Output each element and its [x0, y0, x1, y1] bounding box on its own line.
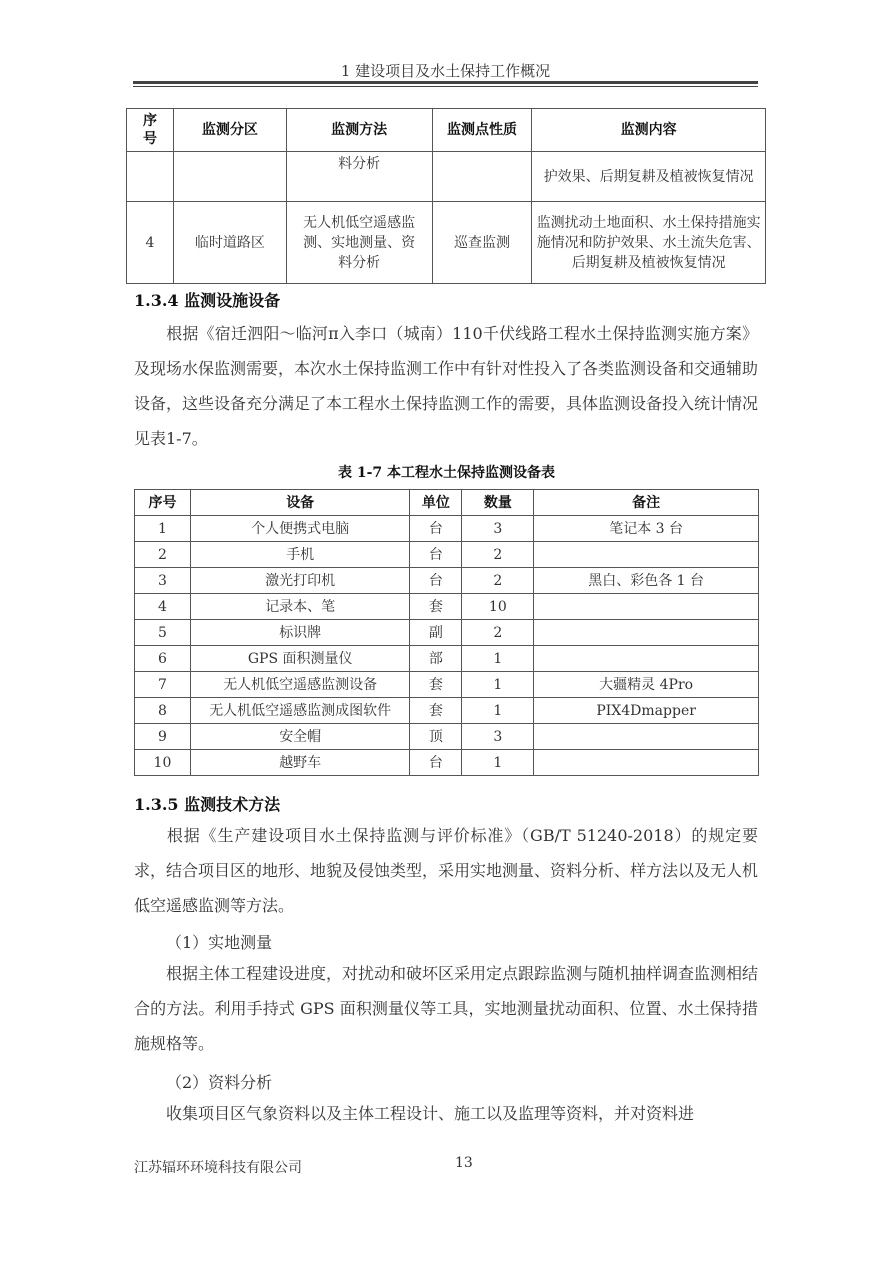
cell-no: 5: [135, 620, 191, 646]
cell-content: 护效果、后期复耕及植被恢复情况: [532, 152, 766, 202]
cell-device: 激光打印机: [190, 568, 410, 594]
cell-unit: 套: [410, 672, 462, 698]
monitoring-zone-table-continued: [126, 108, 766, 284]
cell-note: [534, 724, 759, 750]
cell-zone: [173, 152, 286, 202]
table-row: [135, 542, 759, 568]
subsection-title-1: （1）实地测量: [166, 933, 273, 952]
cell-qty: 1: [462, 750, 534, 776]
cell-content: 监测扰动土地面积、水土保持措施实施情况和防护效果、水土流失危害、后期复耕及植被恢复情况: [532, 202, 766, 284]
cell-unit: 套: [410, 698, 462, 724]
cell-unit: 台: [410, 750, 462, 776]
cell-no: 3: [135, 568, 191, 594]
table-row: [135, 646, 759, 672]
table-row: [135, 568, 759, 594]
cell-qty: 1: [462, 698, 534, 724]
cell-qty: 3: [462, 516, 534, 542]
footer-company: 江苏辐环环境科技有限公司: [134, 1160, 302, 1176]
table-row: [127, 152, 766, 202]
cell-note: [534, 750, 759, 776]
cell-unit: 台: [410, 542, 462, 568]
cell-nature: 巡查监测: [432, 202, 532, 284]
cell-unit: 部: [410, 646, 462, 672]
cell-nature: [432, 152, 532, 202]
subsection-2-paragraph: [134, 1096, 758, 1131]
paragraph-text: 根据《宿迁泗阳～临河π入李口（城南）110千伏线路工程水土保持监测实施方案》及现场水保监测需要，本次水土保持监测工作中有针对性投入了各类监测设备和交通辅助设备，这些设备充分满足了本工程水土保持监测工作的需要，具体监测设备投入统计情况见表1-7。: [134, 324, 759, 448]
cell-no: 10: [135, 750, 191, 776]
cell-qty: 2: [462, 542, 534, 568]
running-header: 1 建设项目及水土保持工作概况: [340, 62, 551, 80]
section-heading-1-3-4: 1.3.4 监测设施设备: [134, 291, 281, 310]
cell-note: 黑白、彩色各 1 台: [534, 568, 759, 594]
cell-device: 无人机低空遥感监测成图软件: [190, 698, 410, 724]
cell-note: 大疆精灵 4Pro: [534, 672, 759, 698]
cell-device: 手机: [190, 542, 410, 568]
col-header: 数量: [462, 490, 534, 516]
cell-unit: 台: [410, 568, 462, 594]
table-row: [135, 750, 759, 776]
col-header: 监测方法: [286, 109, 432, 152]
table-caption: 表 1-7 本工程水土保持监测设备表: [337, 465, 556, 481]
section-heading-1-3-5: 1.3.5 监测技术方法: [134, 795, 281, 814]
col-header: 监测分区: [173, 109, 286, 152]
cell-no: 8: [135, 698, 191, 724]
cell-no: 4: [135, 594, 191, 620]
cell-unit: 台: [410, 516, 462, 542]
cell-note: [534, 542, 759, 568]
cell-unit: 顶: [410, 724, 462, 750]
table-row: [135, 516, 759, 542]
cell-device: 无人机低空遥感监测设备: [190, 672, 410, 698]
cell-device: 个人便携式电脑: [190, 516, 410, 542]
subsection-1-paragraph: [134, 956, 758, 1061]
equipment-table-body: [135, 516, 759, 776]
cell-qty: 1: [462, 646, 534, 672]
cell-qty: 1: [462, 672, 534, 698]
cell-qty: 10: [462, 594, 534, 620]
cell-note: [534, 620, 759, 646]
table-row: [135, 698, 759, 724]
col-header: 单位: [410, 490, 462, 516]
section-1-3-4-paragraph: [134, 316, 758, 456]
cell-device: 安全帽: [190, 724, 410, 750]
cell-no: 9: [135, 724, 191, 750]
paragraph-text: 收集项目区气象资料以及主体工程设计、施工以及监理等资料，并对资料进: [166, 1104, 695, 1123]
col-header: 监测点性质: [432, 109, 532, 152]
cell-note: [534, 646, 759, 672]
col-header: 监测内容: [532, 109, 766, 152]
cell-unit: 套: [410, 594, 462, 620]
cell-zone: 临时道路区: [173, 202, 286, 284]
cell-qty: 3: [462, 724, 534, 750]
table-row: [135, 672, 759, 698]
cell-device: 标识牌: [190, 620, 410, 646]
table-header-row: [127, 109, 766, 152]
header-rule-thick: [133, 81, 758, 84]
cell-no: [127, 152, 174, 202]
cell-no: 6: [135, 646, 191, 672]
section-1-3-5-paragraph: [134, 818, 758, 923]
page-number: 13: [455, 1155, 473, 1171]
col-header: 设备: [190, 490, 410, 516]
header-rule-thin: [133, 86, 758, 87]
equipment-table: [134, 489, 759, 776]
cell-no: 1: [135, 516, 191, 542]
cell-no: 4: [127, 202, 174, 284]
table-row: [127, 202, 766, 284]
col-header: 序号: [127, 109, 174, 152]
cell-qty: 2: [462, 568, 534, 594]
cell-device: GPS 面积测量仪: [190, 646, 410, 672]
table-row: [135, 594, 759, 620]
cell-note: PIX4Dmapper: [534, 698, 759, 724]
cell-qty: 2: [462, 620, 534, 646]
cell-no: 7: [135, 672, 191, 698]
cell-note: 笔记本 3 台: [534, 516, 759, 542]
table-header-row: [135, 490, 759, 516]
cell-device: 越野车: [190, 750, 410, 776]
cell-unit: 副: [410, 620, 462, 646]
paragraph-text: 根据主体工程建设进度，对扰动和破坏区采用定点跟踪监测与随机抽样调查监测相结合的方法。利用手持式 GPS 面积测量仪等工具，实地测量扰动面积、位置、水土保持措施规格等。: [134, 964, 759, 1053]
col-header: 序号: [135, 490, 191, 516]
table-row: [135, 620, 759, 646]
cell-method: 料分析: [286, 152, 432, 202]
col-header: 备注: [534, 490, 759, 516]
cell-device: 记录本、笔: [190, 594, 410, 620]
cell-method: 无人机低空遥感监测、实地测量、资料分析: [286, 202, 432, 284]
table-row: [135, 724, 759, 750]
cell-no: 2: [135, 542, 191, 568]
subsection-title-2: （2）资料分析: [166, 1073, 273, 1092]
paragraph-text: 根据《生产建设项目水土保持监测与评价标准》（GB/T 51240-2018）的规定要求，结合项目区的地形、地貌及侵蚀类型，采用实地测量、资料分析、样方法以及无人机低空遥感监测等方法。: [134, 826, 759, 915]
cell-note: [534, 594, 759, 620]
